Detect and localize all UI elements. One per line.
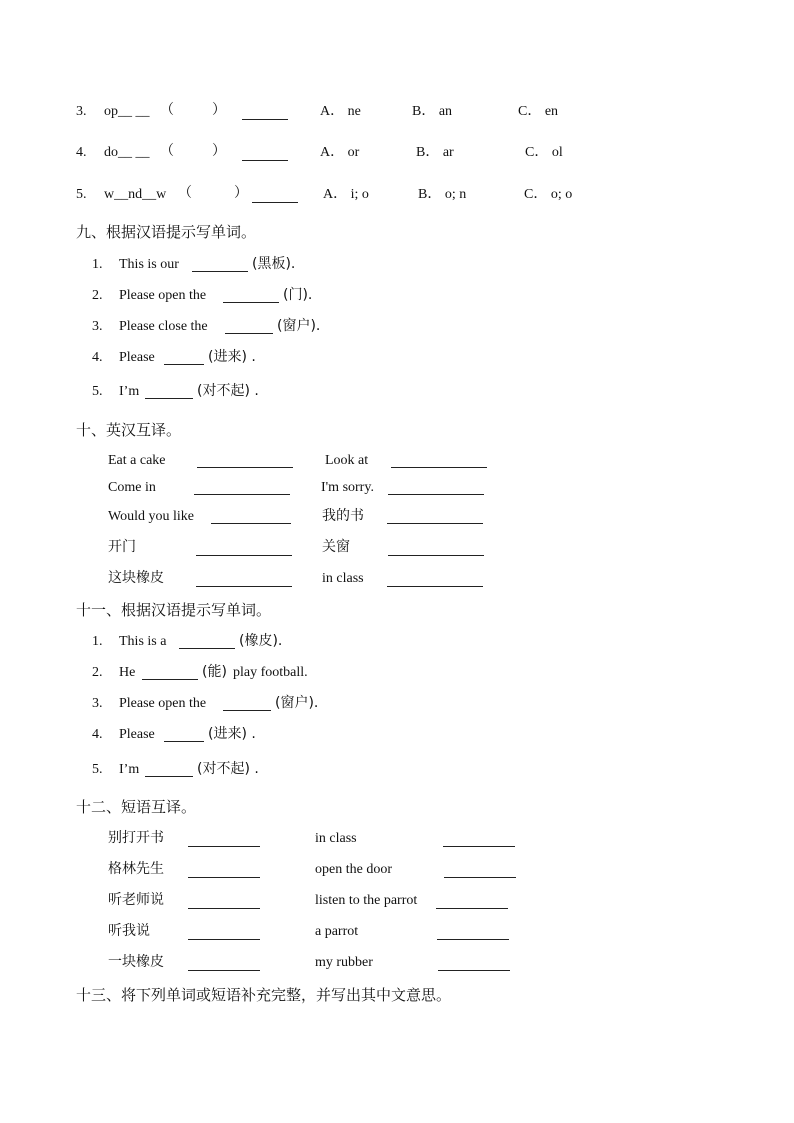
answer-blank[interactable] <box>387 523 483 524</box>
chinese-hint: (黑板). <box>252 256 296 272</box>
paren-close: ） <box>212 144 226 159</box>
phrase-right: 关窗 <box>322 539 350 555</box>
answer-blank[interactable] <box>436 908 508 909</box>
answer-blank[interactable] <box>388 494 484 495</box>
sentence-end: play football. <box>233 665 308 680</box>
chinese-hint: (窗户). <box>277 318 321 334</box>
answer-blank[interactable] <box>438 970 510 971</box>
sentence-text: I’m <box>119 762 140 777</box>
chinese-hint: (对不起) . <box>197 761 259 777</box>
paren-open: （ <box>178 186 192 201</box>
answer-blank[interactable] <box>194 494 290 495</box>
phrase-right: a parrot <box>315 924 359 939</box>
chinese-hint: (橡皮). <box>239 633 283 649</box>
sentence-text: Please open the <box>119 696 207 711</box>
answer-blank[interactable] <box>188 877 260 878</box>
answer-blank[interactable] <box>242 160 288 161</box>
paren-close: ） <box>212 103 226 118</box>
phrase-right: in class <box>322 571 364 586</box>
phrase-left: 别打开书 <box>108 830 164 846</box>
word-puzzle: do__ __ <box>104 145 150 160</box>
option-c: C． en <box>518 104 559 119</box>
chinese-hint: (进来) . <box>208 349 256 365</box>
answer-blank[interactable] <box>252 202 298 203</box>
phrase-left: 格林先生 <box>108 861 164 877</box>
option-b: B． o; n <box>418 187 467 202</box>
phrase-left: Would you like <box>108 509 194 524</box>
phrase-left: Come in <box>108 480 156 495</box>
answer-blank[interactable] <box>188 939 260 940</box>
chinese-hint: (进来) . <box>208 726 256 742</box>
paren-open: （ <box>160 144 174 159</box>
answer-blank[interactable] <box>164 741 204 742</box>
answer-blank[interactable] <box>196 555 292 556</box>
chinese-hint: (对不起) . <box>197 383 259 399</box>
section-9-title: 九、根据汉语提示写单词。 <box>76 223 257 241</box>
item-number: 3. <box>92 696 103 711</box>
option-a: A． or <box>320 145 360 160</box>
option-c: C． ol <box>525 145 563 160</box>
item-number: 3. <box>76 104 87 119</box>
item-number: 5. <box>92 762 103 777</box>
section-13-title: 十三、将下列单词或短语补充完整，并写出其中文意思。 <box>76 986 452 1004</box>
option-b: B． an <box>412 104 453 119</box>
answer-blank[interactable] <box>225 333 273 334</box>
answer-blank[interactable] <box>387 586 483 587</box>
item-number: 5. <box>92 384 103 399</box>
chinese-hint: (窗户). <box>275 695 319 711</box>
section-11-title: 十一、根据汉语提示写单词。 <box>76 601 272 619</box>
answer-blank[interactable] <box>179 648 235 649</box>
word-puzzle: op__ __ <box>104 104 150 119</box>
item-number: 1. <box>92 257 103 272</box>
item-number: 4. <box>76 145 87 160</box>
phrase-left: 开门 <box>108 539 136 555</box>
answer-blank[interactable] <box>192 271 248 272</box>
item-number: 1. <box>92 634 103 649</box>
answer-blank[interactable] <box>242 119 288 120</box>
section-10-title: 十、英汉互译。 <box>76 421 182 439</box>
sentence-text: I’m <box>119 384 140 399</box>
paren-close: ） <box>234 186 248 201</box>
answer-blank[interactable] <box>211 523 291 524</box>
answer-blank[interactable] <box>391 467 487 468</box>
item-number: 4. <box>92 350 103 365</box>
chinese-hint: (能) <box>202 664 227 680</box>
option-a: A． ne <box>320 104 361 119</box>
phrase-left: 听老师说 <box>108 892 164 908</box>
answer-blank[interactable] <box>443 846 515 847</box>
answer-blank[interactable] <box>196 586 292 587</box>
option-a: A． i; o <box>323 187 369 202</box>
answer-blank[interactable] <box>145 776 193 777</box>
item-number: 2. <box>92 665 103 680</box>
answer-blank[interactable] <box>142 679 198 680</box>
answer-blank[interactable] <box>188 846 260 847</box>
phrase-right: in class <box>315 831 357 846</box>
sentence-text: This is our <box>119 257 179 272</box>
phrase-left: Eat a cake <box>108 453 166 468</box>
answer-blank[interactable] <box>223 302 279 303</box>
answer-blank[interactable] <box>145 398 193 399</box>
answer-blank[interactable] <box>188 908 260 909</box>
sentence-text: Please <box>119 350 155 365</box>
phrase-right: Look at <box>325 453 369 468</box>
sentence-text: He <box>119 665 136 680</box>
item-number: 4. <box>92 727 103 742</box>
answer-blank[interactable] <box>444 877 516 878</box>
chinese-hint: (门). <box>283 287 313 303</box>
answer-blank[interactable] <box>164 364 204 365</box>
answer-blank[interactable] <box>388 555 484 556</box>
sentence-text: Please <box>119 727 155 742</box>
answer-blank[interactable] <box>223 710 271 711</box>
phrase-right: open the door <box>315 862 392 877</box>
option-b: B． ar <box>416 145 454 160</box>
section-12-title: 十二、短语互译。 <box>76 798 197 816</box>
answer-blank[interactable] <box>188 970 260 971</box>
paren-open: （ <box>160 103 174 118</box>
sentence-text: Please close the <box>119 319 208 334</box>
phrase-left: 一块橡皮 <box>108 954 164 970</box>
answer-blank[interactable] <box>437 939 509 940</box>
sentence-text: Please open the <box>119 288 207 303</box>
option-c: C． o; o <box>524 187 573 202</box>
phrase-left: 这块橡皮 <box>108 570 164 586</box>
sentence-text: This is a <box>119 634 167 649</box>
phrase-right: my rubber <box>315 955 373 970</box>
item-number: 2. <box>92 288 103 303</box>
item-number: 5. <box>76 187 87 202</box>
word-puzzle: w__nd__w <box>104 187 167 202</box>
phrase-left: 听我说 <box>108 923 150 939</box>
item-number: 3. <box>92 319 103 334</box>
phrase-right: 我的书 <box>322 508 364 524</box>
answer-blank[interactable] <box>197 467 293 468</box>
phrase-right: I'm sorry. <box>321 480 374 495</box>
phrase-right: listen to the parrot <box>315 893 418 908</box>
